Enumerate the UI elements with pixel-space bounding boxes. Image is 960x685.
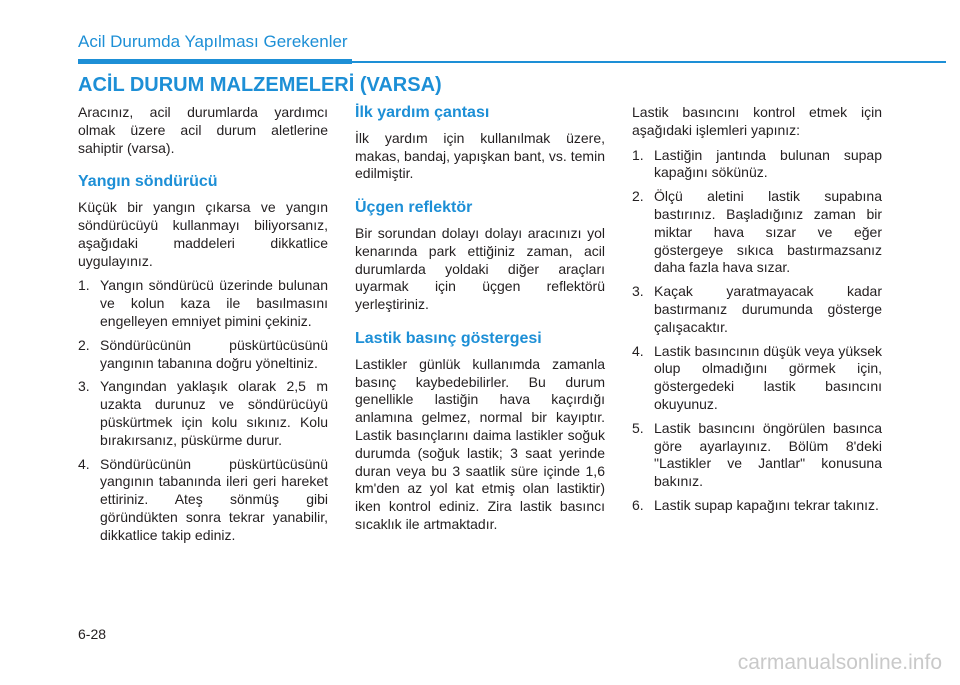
gauge-text: Lastikler günlük kullanımda zamanla basınç kaybedebilirler. Bu durum genellikle lastiğin hava kaçırdığı anlamına gelmez, normal bir kayıptır. Lastik basınçlarını daima lastikler soğuk durumda (soğuk lastik; 3 saat yerinde duran veya bu 3 saatlik süre içinde 1,6 km'den az yol kat etmiş olan lastiktir) iken kontrol ediniz. Zira lastik basıncı sıcaklık ile artmaktadır.: [355, 355, 605, 532]
header-rule-thin: [352, 61, 946, 63]
list-item: [632, 420, 882, 491]
step-number: 2.: [632, 188, 644, 205]
step-number: 3.: [78, 378, 90, 395]
step-text: Lastik basıncının düşük veya yüksek olup olmadığını görmek için, göstergedeki lastik basıncını okuyunuz.: [654, 342, 882, 412]
chapter-title: Acil Durumda Yapılması Gerekenler: [78, 32, 348, 51]
list-item: [78, 337, 328, 373]
list-item: [632, 343, 882, 414]
column-middle: [355, 104, 605, 541]
section-title: ACİL DURUM MALZEMELERİ (VARSA): [78, 74, 442, 96]
extinguisher-heading: Yangın söndürücü: [78, 173, 218, 191]
step-number: 2.: [78, 336, 90, 353]
list-item: [632, 283, 882, 336]
step-text: Yangın söndürücü üzerinde bulunan ve kolun kaza ile basılmasını engelleyen emniyet pimini çekiniz.: [100, 277, 328, 329]
page-number: 6-28: [78, 626, 107, 642]
step-number: 6.: [632, 496, 644, 513]
step-number: 4.: [632, 342, 644, 359]
step-number: 5.: [632, 419, 644, 436]
step-text: Lastik supap kapağını tekrar takınız.: [654, 496, 879, 513]
step-text: Yangından yaklaşık olarak 2,5 m uzakta durunuz ve söndürücüyü püskürtmek için kolu sıkınız. Kolu bırakırsanız, püskürme durur.: [100, 378, 328, 448]
step-number: 1.: [78, 277, 90, 294]
step-text: Lastiğin jantında bulunan supap kapağını sökünüz.: [654, 146, 882, 181]
list-item: [632, 497, 882, 515]
step-number: 3.: [632, 283, 644, 300]
triangle-heading: Üçgen reflektör: [355, 199, 473, 217]
extinguisher-intro: Küçük bir yangın çıkarsa ve yangın söndürücüyü kullanmayı biliyorsanız, aşağıdaki maddeleri dikkatlice uygulayınız.: [78, 199, 328, 269]
column-left: [78, 104, 328, 551]
triangle-text: Bir sorundan dolayı dolayı aracınızı yol kenarında park ettiğiniz zaman, acil durumlarda yoldaki diğer araçları uyarmak için üçgen reflektörü yerleştiriniz.: [355, 224, 605, 313]
list-item: [632, 188, 882, 277]
intro-paragraph: Aracınız, acil durumlarda yardımcı olmak üzere acil durum aletlerine sahiptir (varsa).: [78, 104, 328, 156]
list-item: [632, 147, 882, 183]
pressure-intro: Lastik basıncını kontrol etmek için aşağıdaki işlemleri yapınız:: [632, 104, 882, 138]
first-aid-heading: İlk yardım çantası: [355, 104, 490, 121]
list-item: [78, 456, 328, 545]
step-text: Söndürücünün püskürtücüsünü yangının tabanında ileri geri hareket ettiriniz. Ateş sönmüş gibi göründükten sonra tekrar yanabilir, dikkatlice takip ediniz.: [100, 455, 328, 543]
step-text: Ölçü aletini lastik supabına bastırınız. Başladığınız zaman bir miktar hava sızar ve eğer göstergeye sıkıca bastırmazsanız daha fazla hava sızar.: [654, 188, 882, 276]
first-aid-text: İlk yardım için kullanılmak üzere, makas, bandaj, yapışkan bant, vs. temin edilmiştir.: [355, 129, 605, 182]
step-number: 4.: [78, 455, 90, 472]
step-text: Lastik basıncını öngörülen basınca göre ayarlayınız. Bölüm 8'deki "Lastikler ve Jantlar" konusuna bakınız.: [654, 419, 882, 490]
list-item: [78, 378, 328, 449]
step-number: 1.: [632, 146, 644, 163]
watermark: carmanualsonline.info: [737, 651, 942, 674]
gauge-heading: Lastik basınç göstergesi: [355, 329, 542, 347]
header-rule-thick: [78, 59, 352, 64]
step-text: Söndürücünün püskürtücüsünü yangının tabanına doğru yöneltiniz.: [100, 336, 328, 371]
step-text: Kaçak yaratmayacak kadar bastırmanız durumunda gösterge çalışacaktır.: [654, 283, 882, 335]
list-item: [78, 277, 328, 330]
extinguisher-steps: [78, 277, 328, 544]
column-right: [632, 104, 882, 521]
pressure-steps: [632, 147, 882, 515]
